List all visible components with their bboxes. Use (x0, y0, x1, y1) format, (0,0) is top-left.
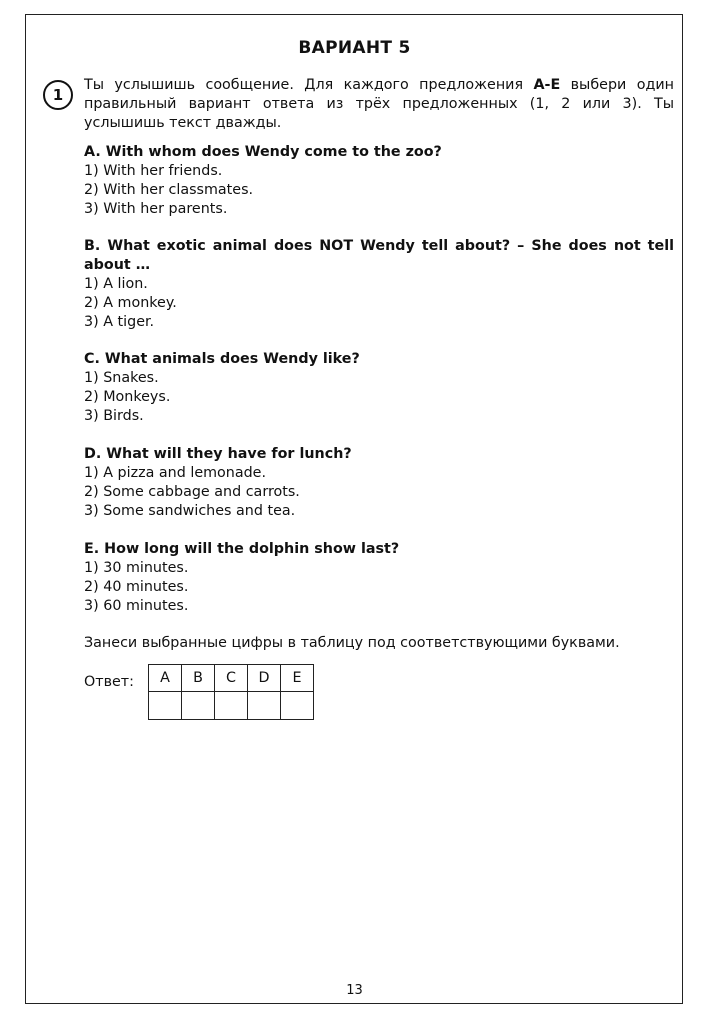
question-d (84, 445, 674, 521)
answer-option: 2) Monkeys. (84, 389, 171, 405)
answer-option: 2) A monkey. (84, 295, 177, 311)
question-text: E. How long will the dolphin show last? (84, 541, 400, 557)
question-text: D. What will they have for lunch? (84, 446, 352, 462)
task-instruction (84, 76, 674, 133)
table-instruction: Занеси выбранные цифры в таблицу под соответствующими буквами. (84, 635, 620, 651)
answer-option: 2) 40 minutes. (84, 579, 189, 595)
answer-cell-e[interactable] (281, 692, 314, 720)
instruction-text-start: Ты услышишь сообщение. Для каждого предложения (84, 77, 534, 93)
page-number: 13 (346, 983, 363, 998)
answer-option: 3) With her parents. (84, 201, 228, 217)
answer-option: 1) Snakes. (84, 370, 159, 386)
answer-option: 1) With her friends. (84, 163, 223, 179)
answer-header-d: D (248, 665, 281, 692)
answer-option: 1) A lion. (84, 276, 148, 292)
instruction-text-end: выбери один правильный вариант ответа из трёх предложенных (1, 2 или 3). Ты услышишь текст дважды. (84, 77, 675, 131)
answer-option: 2) With her classmates. (84, 182, 254, 198)
answer-header-b: B (182, 665, 215, 692)
answer-option: 3) A tiger. (84, 314, 155, 330)
question-text: A. With whom does Wendy come to the zoo? (84, 144, 442, 160)
answer-cell-d[interactable] (248, 692, 281, 720)
question-c (84, 350, 674, 426)
answer-table-input-row (149, 692, 314, 720)
answer-header-e: E (281, 665, 314, 692)
answer-cell-b[interactable] (182, 692, 215, 720)
question-text: C. What animals does Wendy like? (84, 351, 360, 367)
answer-label: Ответ: (84, 674, 134, 690)
answer-option: 2) Some cabbage and carrots. (84, 484, 300, 500)
answer-option: 1) A pizza and lemonade. (84, 465, 267, 481)
answer-header-a: A (149, 665, 182, 692)
answer-cell-a[interactable] (149, 692, 182, 720)
answer-cell-c[interactable] (215, 692, 248, 720)
question-text: B. What exotic animal does NOT Wendy tell about? – She does not tell about … (84, 238, 674, 273)
answer-option: 1) 30 minutes. (84, 560, 189, 576)
answer-option: 3) Birds. (84, 408, 144, 424)
question-a (84, 143, 674, 219)
page-title: ВАРИАНТ 5 (298, 38, 411, 58)
answer-table-header-row (149, 665, 314, 692)
question-e (84, 540, 674, 616)
answer-header-c: C (215, 665, 248, 692)
question-b (84, 237, 674, 332)
instruction-bold-range: A-E (533, 77, 561, 93)
answer-table (148, 664, 314, 720)
answer-option: 3) 60 minutes. (84, 598, 189, 614)
task-number-badge: 1 (43, 80, 73, 110)
answer-option: 3) Some sandwiches and tea. (84, 503, 296, 519)
